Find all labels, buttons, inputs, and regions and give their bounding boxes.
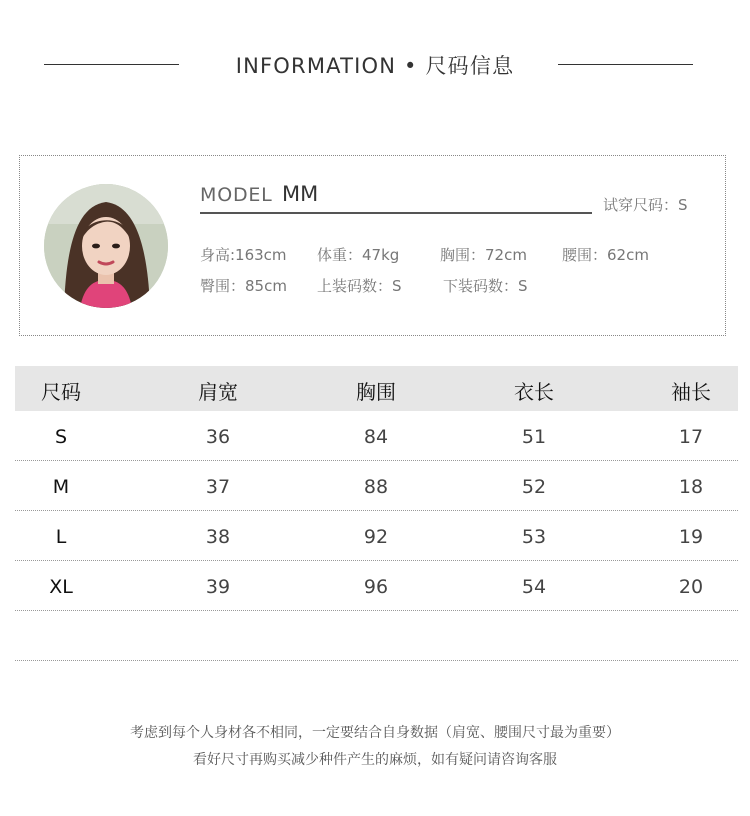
table-row: [15, 411, 738, 461]
cell-sleeve: 20: [678, 576, 704, 598]
model-name-line: [200, 180, 592, 214]
stat-chest: 胸围：72cm: [440, 246, 527, 264]
table-row: [15, 511, 738, 561]
stat-height: 身高:163cm: [200, 246, 287, 264]
table-row: [15, 461, 738, 511]
cell-size: L: [55, 526, 67, 548]
size-table: [15, 366, 738, 661]
note-line-2: 看好尺寸再购买减少种件产生的麻烦，如有疑问请咨询客服: [193, 752, 557, 768]
model-label: MODEL: [200, 184, 273, 206]
cell-shoulder: 37: [205, 476, 231, 498]
cell-size: S: [54, 426, 68, 448]
table-row-empty: [15, 611, 738, 661]
table-row: [15, 561, 738, 611]
cell-sleeve: 19: [678, 526, 704, 548]
cell-size: M: [52, 476, 70, 498]
header-sleeve: 袖长: [671, 380, 711, 404]
note-line-1: 考虑到每个人身材各不相同，一定要结合自身数据（肩宽、腰围尺寸最为重要）: [130, 725, 620, 741]
stat-hip: 臀围：85cm: [200, 277, 287, 295]
cell-size: XL: [49, 576, 73, 598]
cell-length: 51: [521, 426, 547, 448]
model-card: [19, 155, 726, 336]
cell-chest: 92: [363, 526, 389, 548]
header-length: 衣长: [514, 380, 554, 404]
model-name: MM: [282, 182, 319, 206]
cell-sleeve: 17: [678, 426, 704, 448]
title-rule-right: [558, 64, 693, 65]
cell-sleeve: 18: [678, 476, 704, 498]
table-header: [15, 366, 738, 411]
cell-shoulder: 38: [205, 526, 231, 548]
cell-length: 54: [521, 576, 547, 598]
cell-shoulder: 39: [205, 576, 231, 598]
header-size: 尺码: [41, 380, 81, 404]
stat-top-size: 上装码数：S: [317, 277, 402, 295]
header-shoulder: 肩宽: [198, 380, 238, 404]
header-chest: 胸围: [356, 380, 396, 404]
page-title: INFORMATION • 尺码信息: [235, 54, 515, 78]
cell-chest: 88: [363, 476, 389, 498]
cell-chest: 84: [363, 426, 389, 448]
trial-size: 试穿尺码：S: [603, 196, 688, 214]
stat-waist: 腰围：62cm: [562, 246, 649, 264]
model-avatar: [44, 184, 168, 308]
cell-shoulder: 36: [205, 426, 231, 448]
cell-chest: 96: [363, 576, 389, 598]
title-rule-left: [44, 64, 179, 65]
cell-length: 52: [521, 476, 547, 498]
cell-length: 53: [521, 526, 547, 548]
stat-weight: 体重：47kg: [317, 246, 400, 264]
stat-bottom-size: 下装码数：S: [443, 277, 528, 295]
